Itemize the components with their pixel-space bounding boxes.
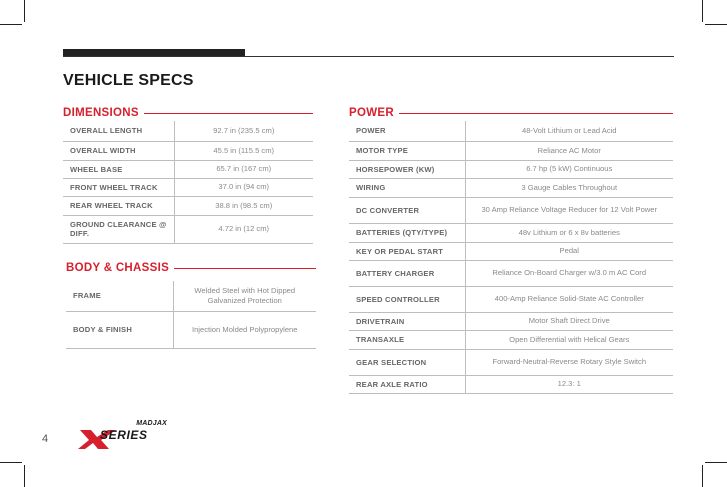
dimensions-row xyxy=(63,215,313,243)
power-label: HORSEPOWER (KW) xyxy=(349,160,465,178)
dimensions-value: 38.8 in (98.5 cm) xyxy=(174,196,313,215)
power-value: 400-Amp Reliance Solid-State AC Controller xyxy=(465,286,673,312)
dimensions-value: 92.7 in (235.5 cm) xyxy=(174,121,313,141)
dimensions-label: GROUND CLEARANCE @ DIFF. xyxy=(63,215,174,243)
dimensions-label: REAR WHEEL TRACK xyxy=(63,196,174,215)
power-label: DC CONVERTER xyxy=(349,197,465,223)
power-row xyxy=(349,242,673,260)
body-chassis-row xyxy=(66,281,316,311)
power-row xyxy=(349,375,673,393)
dimensions-heading-label: DIMENSIONS xyxy=(63,107,139,119)
body-chassis-label: BODY & FINISH xyxy=(66,311,173,348)
crop-mark xyxy=(705,24,727,25)
power-row xyxy=(349,286,673,312)
dimensions-value: 45.5 in (115.5 cm) xyxy=(174,141,313,160)
crop-mark xyxy=(0,24,22,25)
power-value: Pedal xyxy=(465,242,673,260)
dimensions-heading xyxy=(63,107,313,119)
crop-mark xyxy=(702,0,703,22)
dimensions-label: OVERALL LENGTH xyxy=(63,121,174,141)
power-row xyxy=(349,160,673,178)
crop-mark xyxy=(702,465,703,487)
dimensions-row xyxy=(63,160,313,178)
power-value: 30 Amp Reliance Voltage Reducer for 12 Volt Power xyxy=(465,197,673,223)
power-heading-label: POWER xyxy=(349,107,394,119)
crop-mark xyxy=(705,462,727,463)
dimensions-label: OVERALL WIDTH xyxy=(63,141,174,160)
power-row xyxy=(349,178,673,197)
crop-mark xyxy=(24,0,25,22)
power-row xyxy=(349,330,673,349)
body-chassis-row xyxy=(66,311,316,348)
power-value: Reliance On-Board Charger w/3.0 m AC Cord xyxy=(465,260,673,286)
power-label: DRIVETRAIN xyxy=(349,312,465,330)
crop-mark xyxy=(0,462,22,463)
power-label: MOTOR TYPE xyxy=(349,141,465,160)
power-label: REAR AXLE RATIO xyxy=(349,375,465,393)
dimensions-row xyxy=(63,121,313,141)
power-row xyxy=(349,349,673,375)
power-value: Motor Shaft Direct Drive xyxy=(465,312,673,330)
power-value: 3 Gauge Cables Throughout xyxy=(465,178,673,197)
power-heading-rule xyxy=(399,113,673,114)
dimensions-value: 65.7 in (167 cm) xyxy=(174,160,313,178)
power-label: TRANSAXLE xyxy=(349,330,465,349)
power-label: WIRING xyxy=(349,178,465,197)
body-chassis-label: FRAME xyxy=(66,281,173,311)
dimensions-label: WHEEL BASE xyxy=(63,160,174,178)
power-row xyxy=(349,141,673,160)
dimensions-heading-rule xyxy=(144,113,313,114)
body-chassis-table xyxy=(66,281,316,349)
dimensions-table xyxy=(63,121,313,244)
power-value: 6.7 hp (5 kW) Continuous xyxy=(465,160,673,178)
body-chassis-value: Injection Molded Polypropylene xyxy=(173,311,316,348)
power-row xyxy=(349,260,673,286)
power-row xyxy=(349,121,673,141)
dimensions-row xyxy=(63,178,313,196)
dimensions-row xyxy=(63,141,313,160)
power-row xyxy=(349,223,673,242)
power-label: BATTERY CHARGER xyxy=(349,260,465,286)
power-value: Reliance AC Motor xyxy=(465,141,673,160)
power-label: KEY OR PEDAL START xyxy=(349,242,465,260)
body-chassis-value: Welded Steel with Hot Dipped Galvanized Protection xyxy=(173,281,316,311)
logo-product: SERIES xyxy=(100,428,148,442)
power-label: BATTERIES (QTY/TYPE) xyxy=(349,223,465,242)
dimensions-value: 37.0 in (94 cm) xyxy=(174,178,313,196)
dimensions-row xyxy=(63,196,313,215)
dimensions-label: FRONT WHEEL TRACK xyxy=(63,178,174,196)
power-table xyxy=(349,121,673,394)
power-row xyxy=(349,312,673,330)
body-chassis-heading-label: BODY & CHASSIS xyxy=(66,262,170,274)
power-value: 48v Lithium or 6 x 8v batteries xyxy=(465,223,673,242)
header-rule xyxy=(63,56,674,57)
power-label: POWER xyxy=(349,121,465,141)
power-label: SPEED CONTROLLER xyxy=(349,286,465,312)
power-value: Open Differential with Helical Gears xyxy=(465,330,673,349)
page-title: VEHICLE SPECS xyxy=(63,72,194,89)
dimensions-value: 4.72 in (12 cm) xyxy=(174,215,313,243)
body-chassis-heading-rule xyxy=(174,268,316,269)
page-number: 4 xyxy=(42,433,49,445)
body-chassis-heading xyxy=(66,262,316,274)
logo-brand: MADJAX xyxy=(136,420,167,427)
power-value: 48-Volt Lithium or Lead Acid xyxy=(465,121,673,141)
power-value: 12.3: 1 xyxy=(465,375,673,393)
power-heading xyxy=(349,107,673,119)
power-row xyxy=(349,197,673,223)
power-label: GEAR SELECTION xyxy=(349,349,465,375)
crop-mark xyxy=(24,465,25,487)
power-value: Forward-Neutral-Reverse Rotary Style Switch xyxy=(465,349,673,375)
